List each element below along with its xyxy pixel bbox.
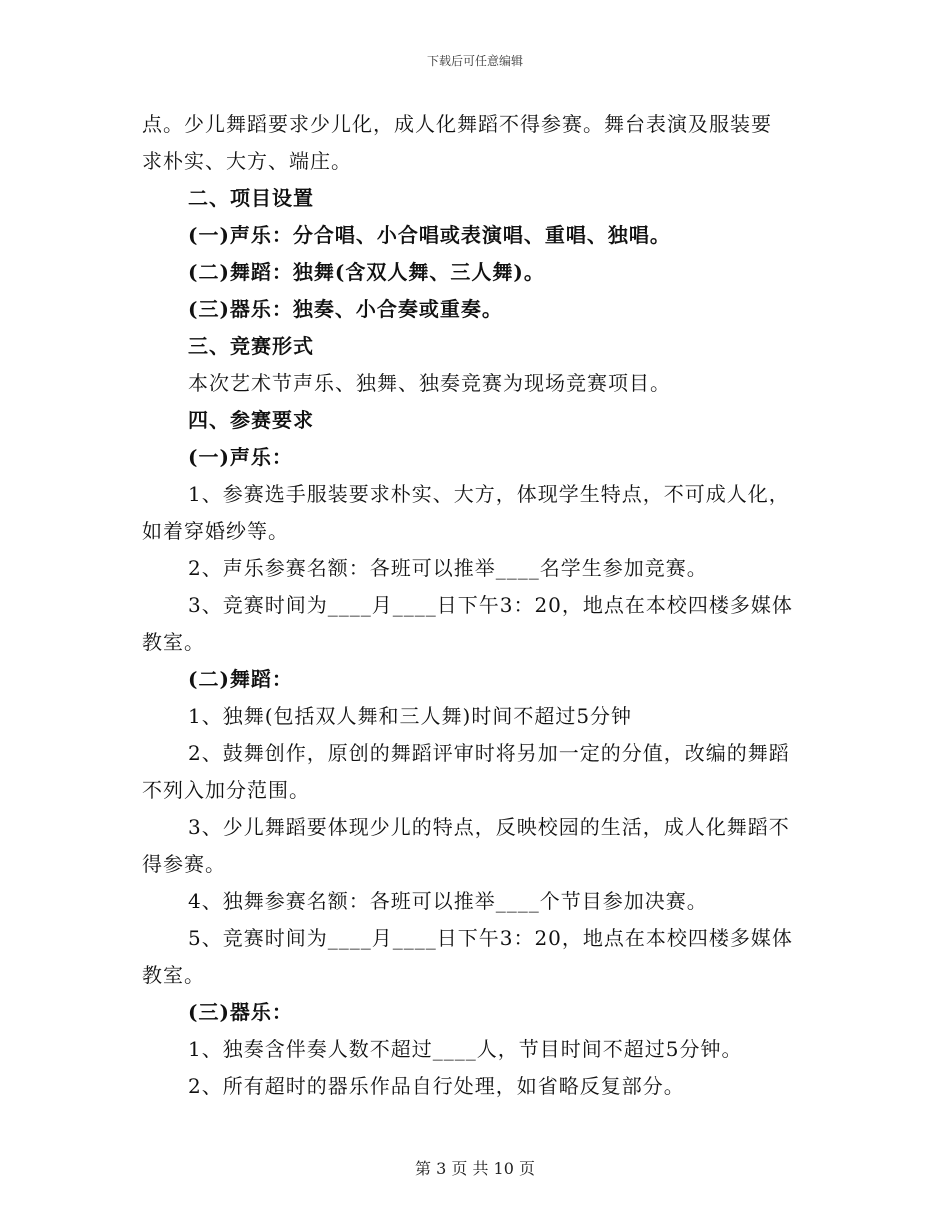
subsection-heading: (一)声乐： [188, 445, 293, 469]
document-body [142, 106, 810, 1105]
text-line: 1、参赛选手服装要求朴实、大方，体现学生特点，不可成人化， [188, 482, 790, 506]
text-line: (二)舞蹈：独舞(含双人舞、三人舞)。 [188, 260, 545, 284]
text-line: 5、竞赛时间为____月____日下午3：20，地点在本校四楼多媒体 [188, 926, 793, 950]
page-number: 第 3 页 共 10 页 [415, 1159, 535, 1178]
subsection-heading: (三)器乐： [188, 1000, 293, 1024]
section-heading: 四、参赛要求 [188, 408, 314, 432]
text-line: 教室。 [142, 630, 205, 654]
text-line: 3、竞赛时间为____月____日下午3：20，地点在本校四楼多媒体 [188, 593, 793, 617]
text-line: 教室。 [142, 963, 205, 987]
text-line: 2、鼓舞创作，原创的舞蹈评审时将另加一定的分值，改编的舞蹈 [188, 741, 790, 765]
text-line: 得参赛。 [142, 852, 226, 876]
page-header: 下载后可任意编辑 [426, 54, 523, 68]
subsection-heading: (二)舞蹈： [188, 667, 293, 691]
text-line: 不列入加分范围。 [142, 778, 310, 802]
text-line: 如着穿婚纱等。 [142, 519, 289, 543]
text-line: (三)器乐：独奏、小合奏或重奏。 [188, 297, 503, 321]
text-line: 本次艺术节声乐、独舞、独奏竞赛为现场竞赛项目。 [188, 371, 671, 395]
text-line: 2、所有超时的器乐作品自行处理，如省略反复部分。 [188, 1074, 685, 1098]
section-heading: 二、项目设置 [188, 186, 314, 210]
text-line: 1、独奏含伴奏人数不超过____人，节目时间不超过5分钟。 [188, 1037, 743, 1061]
text-line: 1、独舞(包括双人舞和三人舞)时间不超过5分钟 [188, 704, 633, 728]
text-line: (一)声乐：分合唱、小合唱或表演唱、重唱、独唱。 [188, 223, 671, 247]
text-line: 3、少儿舞蹈要体现少儿的特点，反映校园的生活，成人化舞蹈不 [188, 815, 790, 839]
text-line: 点。少儿舞蹈要求少儿化，成人化舞蹈不得参赛。舞台表演及服装要 [142, 112, 772, 136]
text-line: 2、声乐参赛名额：各班可以推举____名学生参加竞赛。 [188, 556, 708, 580]
section-heading: 三、竞赛形式 [188, 334, 314, 358]
text-line: 4、独舞参赛名额：各班可以推举____个节目参加决赛。 [188, 889, 708, 913]
text-line: 求朴实、大方、端庄。 [142, 149, 352, 173]
